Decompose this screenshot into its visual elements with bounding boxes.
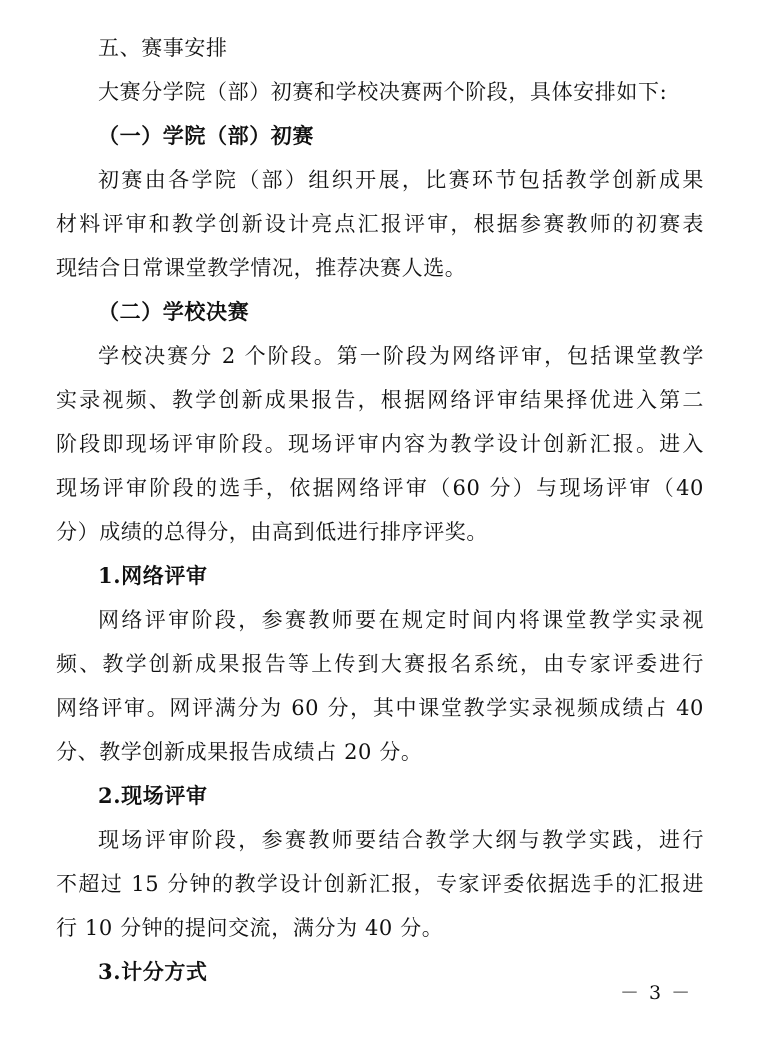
paragraph-line: 分）成绩的总得分，由高到低进行排序评奖。 [56,520,488,544]
paragraph-line: 学校决赛分 2 个阶段。第一阶段为网络评审，包括课堂教学 [98,344,704,368]
paragraph-line: 不超过 15 分钟的教学设计创新汇报，专家评委依据选手的汇报进 [56,872,704,896]
paragraph-line: 阶段即现场评审阶段。现场评审内容为教学设计创新汇报。进入 [56,432,704,456]
paragraph-line: 网络评审阶段，参赛教师要在规定时间内将课堂教学实录视 [98,608,704,632]
subsection-heading-school-final: （二）学校决赛 [98,299,250,324]
item-heading-online-review: 1.网络评审 [98,563,208,588]
section-intro: 大赛分学院（部）初赛和学校决赛两个阶段，具体安排如下: [98,80,668,104]
item-heading-scoring-method: 3.计分方式 [98,959,208,984]
paragraph-line: 现结合日常课堂教学情况，推荐决赛人选。 [56,256,467,280]
paragraph-line: 频、教学创新成果报告等上传到大赛报名系统，由专家评委进行 [56,652,704,676]
paragraph-line: 现场评审阶段，参赛教师要结合教学大纲与教学实践，进行 [98,828,704,852]
paragraph-line: 网络评审。网评满分为 60 分，其中课堂教学实录视频成绩占 40 [56,696,704,720]
paragraph-line: 行 10 分钟的提问交流，满分为 40 分。 [56,916,444,940]
item-heading-onsite-review: 2.现场评审 [98,783,208,808]
page-number: － 3 － [620,982,693,1004]
paragraph-line: 现场评审阶段的选手，依据网络评审（60 分）与现场评审（40 [56,476,704,500]
paragraph-line: 初赛由各学院（部）组织开展，比赛环节包括教学创新成果 [98,168,704,192]
subsection-heading-college-preliminary: （一）学院（部）初赛 [98,123,314,148]
paragraph-line: 实录视频、教学创新成果报告，根据网络评审结果择优进入第二 [56,388,704,412]
section-heading-event-arrangement: 五、赛事安排 [98,36,228,60]
paragraph-line: 材料评审和教学创新设计亮点汇报评审，根据参赛教师的初赛表 [56,212,704,236]
paragraph-line: 分、教学创新成果报告成绩占 20 分。 [56,740,423,764]
